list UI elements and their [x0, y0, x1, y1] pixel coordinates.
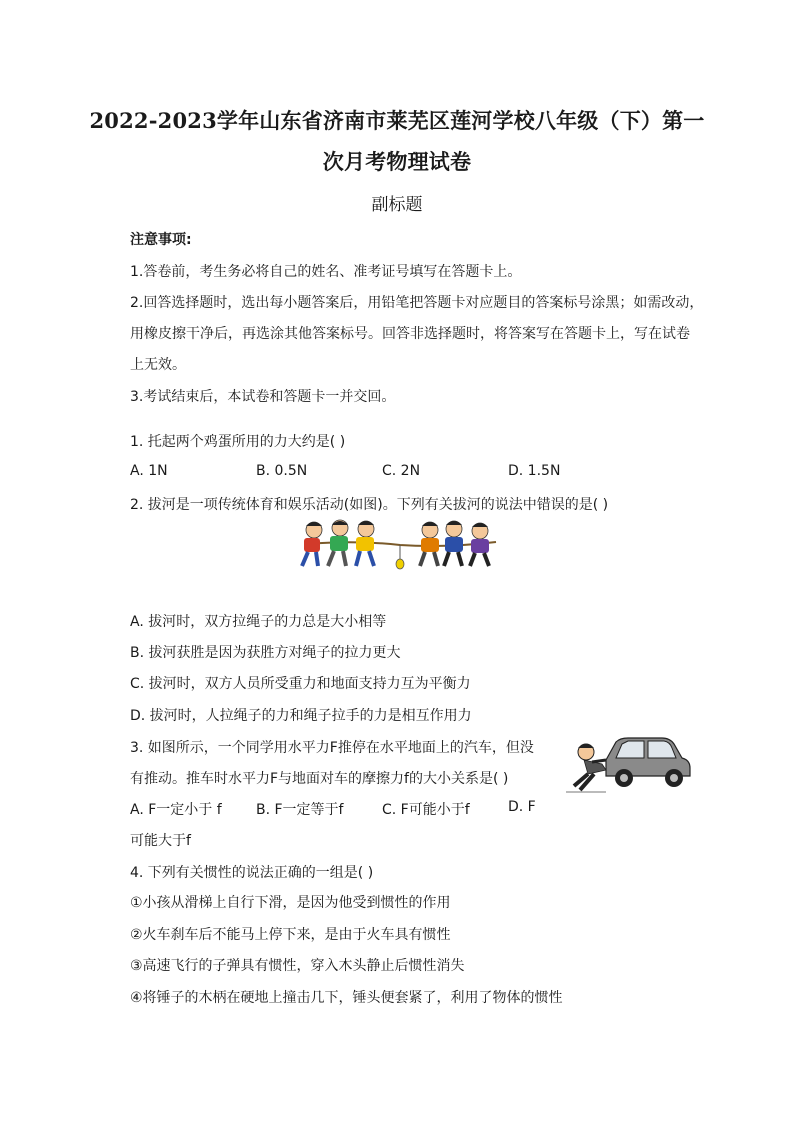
notice-heading: 注意事项: — [130, 232, 192, 248]
question-3-option-c: C. F可能小于f — [382, 802, 470, 818]
exam-title-line1: 2022-2023学年山东省济南市莱芜区莲河学校八年级（下）第一 — [89, 108, 705, 133]
question-3-option-d: D. F — [508, 799, 536, 815]
question-2-option-a: A. 拔河时，双方拉绳子的力总是大小相等 — [130, 614, 387, 630]
question-1-stem: 1. 托起两个鸡蛋所用的力大约是( ) — [130, 434, 346, 450]
exam-title-line2: 次月考物理试卷 — [322, 149, 472, 174]
push-car-illustration — [566, 730, 694, 796]
question-1-option-b: B. 0.5N — [256, 463, 308, 479]
notice-item-3: 3.考试结束后，本试卷和答题卡一并交回。 — [130, 389, 396, 405]
question-2-option-d: D. 拔河时，人拉绳子的力和绳子拉手的力是相互作用力 — [130, 708, 472, 724]
question-4-stem: 4. 下列有关惯性的说法正确的一组是( ) — [130, 865, 374, 881]
tug-of-war-illustration — [296, 518, 502, 570]
exam-subtitle: 副标题 — [371, 195, 423, 215]
question-1-option-c: C. 2N — [382, 463, 421, 479]
question-4-item-4: ④将锤子的木柄在硬地上撞击几下，锤头便套紧了，利用了物体的惯性 — [130, 990, 563, 1006]
question-3-stem-line2: 有推动。推车时水平力F与地面对车的摩擦力f的大小关系是( ) — [130, 771, 509, 787]
question-4-item-3: ③高速飞行的子弹具有惯性，穿入木头静止后惯性消失 — [130, 958, 465, 974]
question-4-item-1: ①小孩从滑梯上自行下滑，是因为他受到惯性的作用 — [130, 895, 451, 911]
question-3-option-a: A. F一定小于 f — [130, 802, 222, 818]
question-2-option-c: C. 拔河时，双方人员所受重力和地面支持力互为平衡力 — [130, 676, 471, 692]
question-3-option-d-continued: 可能大于f — [130, 833, 191, 849]
notice-item-2-line3: 上无效。 — [130, 357, 186, 373]
question-1-option-a: A. 1N — [130, 463, 168, 479]
notice-item-2-line2: 用橡皮擦干净后，再选涂其他答案标号。回答非选择题时，将答案写在答题卡上，写在试卷 — [130, 326, 690, 342]
question-3-stem-line1: 3. 如图所示，一个同学用水平力F推停在水平地面上的汽车，但没 — [130, 740, 534, 756]
question-3-options — [130, 799, 560, 819]
notice-item-2-line1: 2.回答选择题时，选出每小题答案后，用铅笔把答题卡对应题目的答案标号涂黑；如需改动， — [130, 295, 704, 311]
question-3-option-b: B. F一定等于f — [256, 802, 344, 818]
notice-item-1: 1.答卷前，考生务必将自己的姓名、准考证号填写在答题卡上。 — [130, 264, 522, 280]
question-2-option-b: B. 拔河获胜是因为获胜方对绳子的拉力更大 — [130, 645, 401, 661]
question-2-stem: 2. 拔河是一项传统体育和娱乐活动(如图)。下列有关拔河的说法中错误的是( ) — [130, 497, 609, 513]
question-1-options — [130, 463, 630, 483]
question-4-item-2: ②火车刹车后不能马上停下来，是由于火车具有惯性 — [130, 927, 451, 943]
question-1-option-d: D. 1.5N — [508, 463, 561, 479]
